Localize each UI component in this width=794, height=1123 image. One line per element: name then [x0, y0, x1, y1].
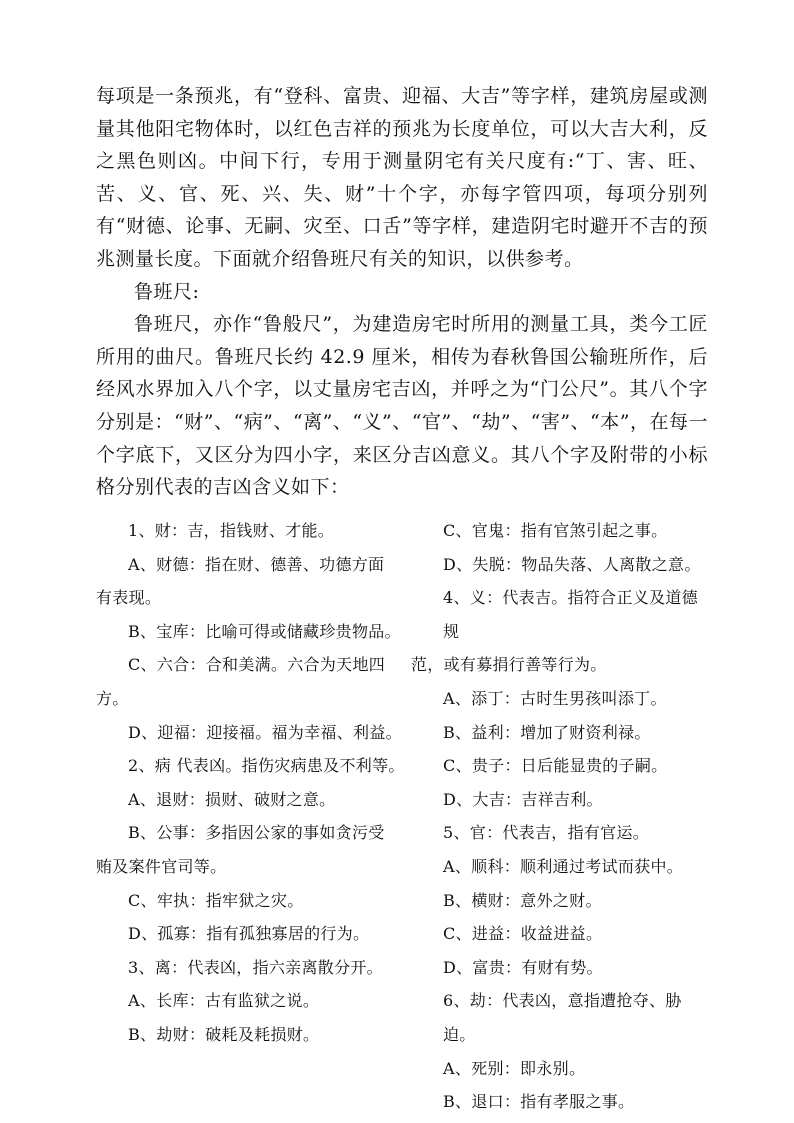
- list-item: B、宝库：比喻可得或储藏珍贵物品。: [128, 621, 401, 641]
- list-item: 4、义：代表吉。指符合正义及道德规: [443, 588, 698, 641]
- list-item: C、六合：合和美满。六合为天地四: [128, 655, 386, 675]
- list-item: 5、官：代表吉，指有官运。: [443, 823, 650, 843]
- left-column: [96, 514, 406, 1052]
- list-item: D、失脱：物品失落、人离散之意。: [443, 554, 701, 574]
- list-item: 2、病 代表凶。指伤灾病患及不利等。: [128, 756, 405, 776]
- list-item: B、益利：增加了财资利禄。: [443, 722, 651, 742]
- list-item: B、公事：多指因公家的事如贪污受: [128, 823, 385, 843]
- list-item: 6、劫：代表凶，意指遭抢夺、胁迫。: [443, 991, 682, 1044]
- list-item: D、迎福：迎接福。福为幸福、利益。: [128, 722, 402, 742]
- list-item: B、劫财：破耗及耗损财。: [128, 1024, 320, 1044]
- right-column: [411, 514, 711, 1119]
- list-item: 范，或有募捐行善等行为。: [411, 655, 607, 675]
- list-item: D、富贵：有财有势。: [443, 957, 603, 977]
- list-item: 3、离：代表凶，指六亲离散分开。: [128, 957, 383, 977]
- list-item: C、牢执：指牢狱之灾。: [128, 890, 304, 910]
- list-item: D、大吉：吉祥吉利。: [443, 789, 603, 809]
- list-item: A、顺科：顺利通过考试而获中。: [443, 856, 684, 876]
- list-item: C、官鬼：指有官煞引起之事。: [443, 521, 668, 540]
- list-item: 有表现。: [96, 588, 162, 608]
- luban-description-paragraph: 鲁班尺，亦作“鲁般尺”，为建造房宅时所用的测量工具，类今工匠所用的曲尺。鲁班尺长约 42.9 厘米，相传为春秋鲁国公输班所作，后经风水界加入八个字，以丈量房宅吉凶，并呼之为“门公尺”。其八个字分别是：“财”、“病”、“离”、“义”、“官”、“劫”、“害”、“本”，在每一个字底下，又区分为四小字，来区分吉凶意义。其八个字及附带的小标格分别代表的吉凶含义如下：: [96, 313, 708, 499]
- list-item: 方。: [96, 688, 129, 708]
- list-item: A、退财：损财、破财之意。: [128, 789, 336, 809]
- list-item: C、贵子：日后能显贵的子嗣。: [443, 756, 668, 776]
- list-item: B、横财：意外之财。: [443, 890, 602, 910]
- list-item: 贿及案件官司等。: [96, 856, 227, 876]
- list-item: 1、财：吉，指钱财、才能。: [128, 521, 335, 540]
- list-item: A、添丁：古时生男孩叫添丁。: [443, 688, 667, 708]
- list-item: A、财德：指在财、德善、功德方面: [128, 554, 385, 574]
- intro-paragraph: 每项是一条预兆，有“登科、富贵、迎福、大吉”等字样，建筑房屋或测量其他阳宅物体时，以红色吉祥的预兆为长度单位，可以大吉大利，反之黑色则凶。中间下行，专用于测量阴宅有关尺度有:“丁、害、旺、苦、义、官、死、兴、失、财”十个字，亦每字管四项，每项分别列有“财德、论事、无嗣、灾至、口舌”等字样，建造阴宅时避开不吉的预兆测量长度。下面就介绍鲁班尺有关的知识，以供参考。: [96, 85, 708, 270]
- list-item: D、孤寡：指有孤独寡居的行为。: [128, 924, 370, 944]
- list-item: A、死别：即永别。: [443, 1058, 586, 1078]
- list-item: B、退口：指有孝服之事。: [443, 1092, 635, 1112]
- list-item: A、长库：古有监狱之说。: [128, 991, 320, 1011]
- list-item: C、进益：收益进益。: [443, 924, 603, 944]
- intro-section: [96, 80, 708, 504]
- section-heading: 鲁班尺:: [134, 280, 200, 303]
